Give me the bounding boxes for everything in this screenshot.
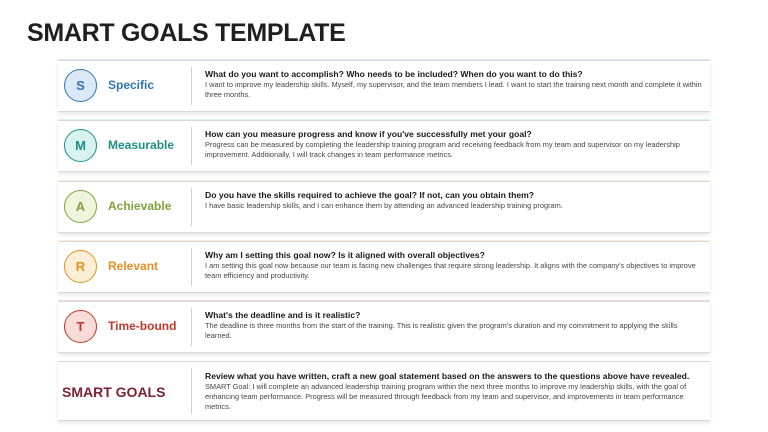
divider bbox=[191, 248, 192, 286]
summary-content bbox=[205, 370, 704, 411]
row-label: Measurable bbox=[108, 138, 175, 153]
row-answer: I want to improve my leadership skills. Myself, my supervisor, and the team members I lead. I want to start the training next month and complete it within three months. bbox=[205, 80, 702, 99]
letter-badge: S bbox=[64, 69, 97, 102]
divider bbox=[191, 127, 192, 165]
row-content bbox=[205, 309, 704, 341]
row-answer: The deadline is three months from the start of the training. This is realistic given the program's duration and my commitment to applying the skills learned. bbox=[205, 321, 678, 340]
smart-row-specific bbox=[58, 60, 710, 112]
summary-answer: SMART Goal: I will complete an advanced leadership training program within the next three months to improve my leadership skills, with the goal of enhancing team performance. Progress will be measured through feedback from my team and supervisor, and improvements in team performance metrics. bbox=[205, 382, 687, 412]
smart-rows bbox=[58, 60, 710, 430]
row-label: Time-bound bbox=[108, 319, 177, 334]
row-content bbox=[205, 249, 704, 281]
smart-row-time-bound bbox=[58, 301, 710, 353]
divider bbox=[191, 67, 192, 105]
row-answer: I am setting this goal now because our team is facing new challenges that require strong leadership. It aligns with the company's objectives to improve team efficiency and productivity. bbox=[205, 260, 696, 280]
row-accent-line bbox=[58, 240, 710, 241]
letter-badge: T bbox=[64, 310, 97, 343]
row-question: Do you have the skills required to achieve the goal? If not, can you obtain them? bbox=[205, 189, 535, 200]
row-label: Relevant bbox=[108, 258, 159, 273]
divider bbox=[191, 368, 192, 414]
divider bbox=[191, 308, 192, 346]
smart-row-relevant bbox=[58, 241, 710, 293]
page-title: SMART GOALS TEMPLATE bbox=[27, 19, 346, 47]
row-question: What do you want to accomplish? Who needs to be included? When do you want to do this? bbox=[205, 69, 583, 79]
letter-badge: R bbox=[64, 250, 97, 283]
summary-question: Review what you have written, craft a new goal statement based on the answers to the questions above have revealed. bbox=[205, 371, 690, 382]
row-answer: Progress can be measured by completing the leadership training program and receiving feedback from my team and supervisor on my leadership improvement. Additionally, I will track changes in team performance metrics. bbox=[205, 140, 680, 160]
row-accent-line bbox=[58, 180, 710, 181]
smart-row-achievable bbox=[58, 181, 710, 233]
letter-badge: M bbox=[64, 129, 97, 162]
summary-label: SMART GOALS bbox=[62, 384, 166, 401]
row-accent-line bbox=[58, 119, 710, 120]
row-question: What's the deadline and is it realistic? bbox=[205, 310, 361, 321]
row-question: Why am I setting this goal now? Is it aligned with overall objectives? bbox=[205, 249, 485, 260]
row-label: Specific bbox=[108, 78, 155, 92]
row-content bbox=[205, 189, 704, 211]
smart-goals-summary-row bbox=[58, 361, 710, 421]
row-question: How can you measure progress and know if you've successfully met your goal? bbox=[205, 129, 532, 140]
row-accent-line bbox=[58, 59, 710, 60]
smart-row-measurable bbox=[58, 120, 710, 172]
row-label: Achievable bbox=[108, 198, 172, 213]
row-content bbox=[205, 68, 704, 100]
row-content bbox=[205, 128, 704, 160]
row-accent-line bbox=[58, 300, 710, 301]
divider bbox=[191, 188, 192, 226]
letter-badge: A bbox=[64, 190, 97, 223]
row-answer: I have basic leadership skills, and I can enhance them by attending an advanced leadership training program. bbox=[205, 200, 563, 210]
